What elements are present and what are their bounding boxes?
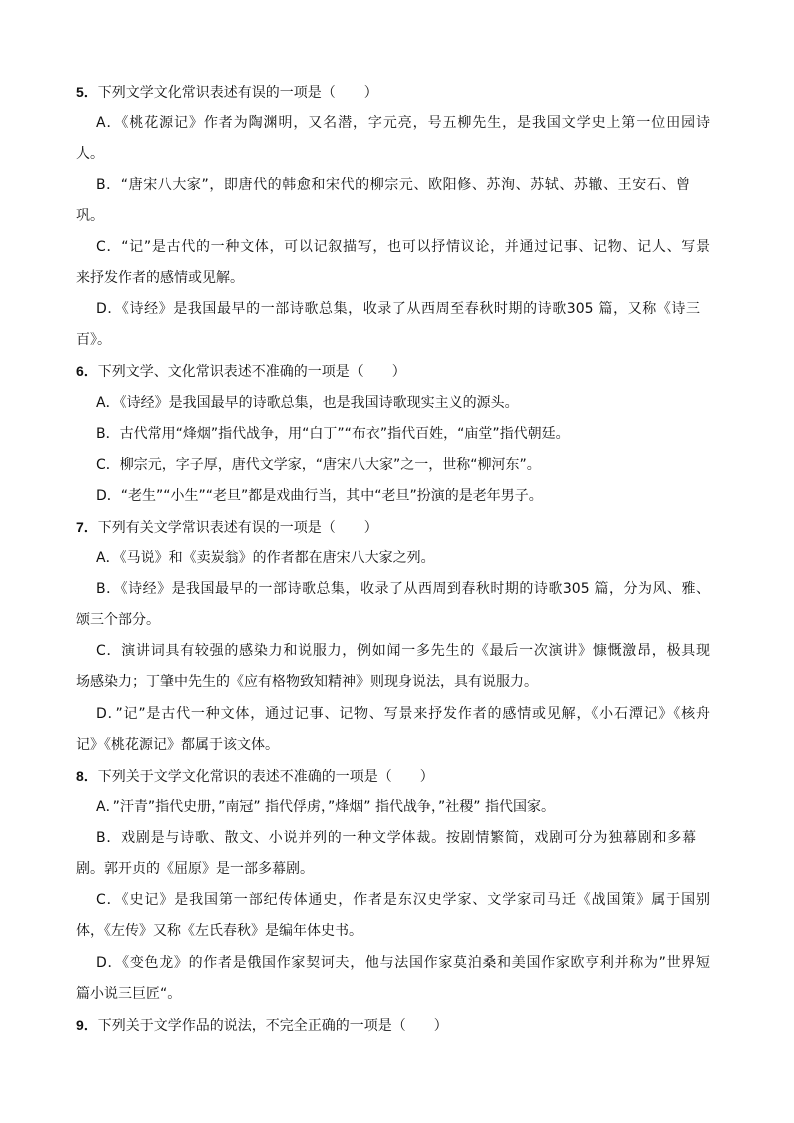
question-7-option-b-cont: 颂三个部分。 xyxy=(76,612,160,628)
question-5-option-b: B．“唐宋八大家”，即唐代的韩愈和宋代的柳宗元、欧阳修、苏洵、苏轼、苏辙、王安石、曾 xyxy=(96,177,690,193)
question-7-option-d-cont: 记》《桃花源记》都属于该文体。 xyxy=(76,737,279,753)
question-6-option-b: B．古代常用“烽烟”指代战争，用“白丁”“布衣”指代百姓，“庙堂”指代朝廷。 xyxy=(96,426,570,442)
question-6-option-c: C．柳宗元，字子厚，唐代文学家，“唐宋八大家”之一，世称“柳河东”。 xyxy=(96,457,541,473)
question-5-option-d-cont: 百》。 xyxy=(76,332,111,348)
question-text: 下列文学、文化常识表述不准确的一项是（ ） xyxy=(97,364,406,380)
question-8-option-d-cont: 篇小说三巨匠“。 xyxy=(76,986,182,1002)
question-7-option-c: C．演讲词具有较强的感染力和说服力，例如闻一多先生的《最后一次演讲》慷慨激昂，极具现 xyxy=(96,643,710,659)
question-5-option-d: D．《诗经》是我国最早的一部诗歌总集，收录了从西周至春秋时期的诗歌305 篇，又称《诗三 xyxy=(96,301,700,317)
question-number: 7． xyxy=(76,519,98,535)
question-7-option-c-cont: 场感染力；丁肇中先生的《应有格物致知精神》则现身说法，具有说服力。 xyxy=(76,674,538,690)
question-7-option-b: B．《诗经》是我国最早的一部诗歌总集，收录了从西周到春秋时期的诗歌305 篇，分为风、雅、 xyxy=(96,581,710,597)
question-text: 下列关于文学作品的说法，不完全正确的一项是（ ） xyxy=(97,1018,448,1034)
question-5-option-c-cont: 来抒发作者的感情或见解。 xyxy=(76,270,244,286)
question-5-option-b-cont: 巩。 xyxy=(76,208,104,224)
question-7-option-a: A．《马说》和《卖炭翁》的作者都在唐宋八大家之列。 xyxy=(96,550,435,566)
question-8-option-b-cont: 剧。郭开贞的《屈原》是一部多幕剧。 xyxy=(76,861,314,877)
question-8-option-d: D．《变色龙》的作者是俄国作家契诃夫，他与法国作家莫泊桑和美国作家欧亨利并称为”世界短 xyxy=(96,955,710,971)
question-5-option-a-cont: 人。 xyxy=(76,146,104,162)
question-6-option-d: D．“老生”“小生”“老旦”都是戏曲行当，其中“老旦”扮演的是老年男子。 xyxy=(96,488,543,504)
question-number: 8． xyxy=(76,768,98,784)
question-text: 下列有关文学常识表述有误的一项是（ ） xyxy=(97,520,378,536)
question-8-option-c-cont: 体，《左传》又称《左氏春秋》是编年体史书。 xyxy=(76,923,363,939)
question-9-stem xyxy=(76,1015,448,1036)
question-7-stem xyxy=(76,517,378,538)
question-text: 下列文学文化常识表述有误的一项是（ ） xyxy=(97,85,378,101)
question-8-option-a: A．”汗青”指代史册，”南冠” 指代俘虏，”烽烟” 指代战争，”社稷” 指代国家。 xyxy=(96,799,555,815)
question-number: 5． xyxy=(76,84,98,100)
question-8-option-c: C．《史记》是我国第一部纪传体通史，作者是东汉史学家、文学家司马迁《战国策》属于国别 xyxy=(96,892,710,908)
question-8-stem xyxy=(76,766,434,787)
question-text: 下列关于文学文化常识的表述不准确的一项是（ ） xyxy=(97,769,434,785)
question-5-option-c: C．“记”是古代的一种文体，可以记叙描写，也可以抒情议论，并通过记事、记物、记人、写景 xyxy=(96,239,710,255)
question-number: 6． xyxy=(76,363,98,379)
question-7-option-d: D．”记”是古代一种文体，通过记事、记物、写景来抒发作者的感情或见解，《小石潭记》《核舟 xyxy=(96,706,710,722)
question-5-stem xyxy=(76,82,378,103)
question-6-stem xyxy=(76,361,406,382)
question-8-option-b: B．戏剧是与诗歌、散文、小说并列的一种文学体裁。按剧情繁简，戏剧可分为独幕剧和多幕 xyxy=(96,830,696,846)
question-6-option-a: A．《诗经》是我国最早的诗歌总集，也是我国诗歌现实主义的源头。 xyxy=(96,395,519,411)
question-5-option-a: A．《桃花源记》作者为陶渊明，又名潜，字元亮，号五柳先生，是我国文学史上第一位田园诗 xyxy=(96,115,710,131)
question-number: 9． xyxy=(76,1017,98,1033)
